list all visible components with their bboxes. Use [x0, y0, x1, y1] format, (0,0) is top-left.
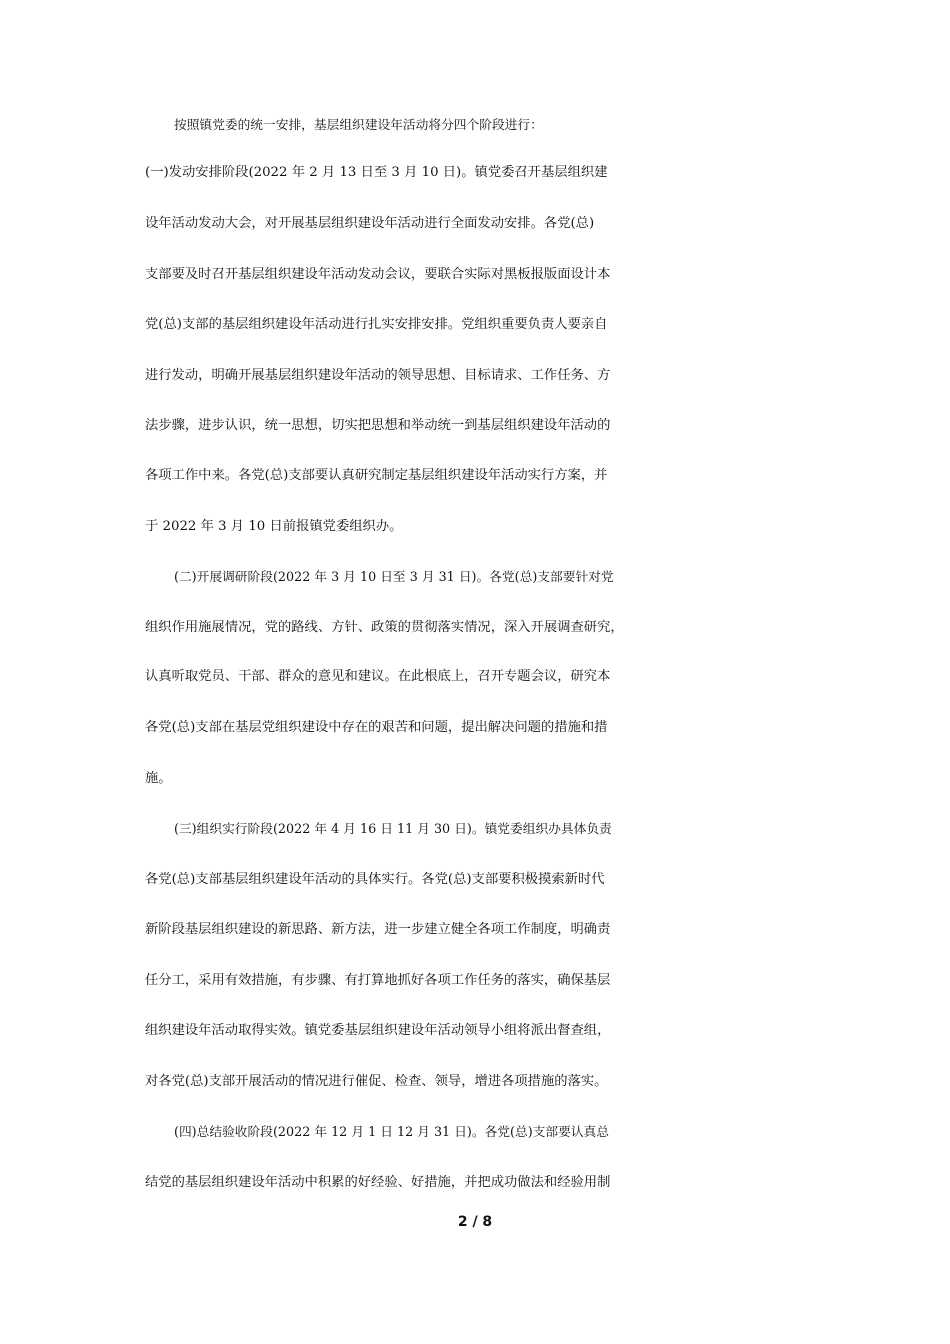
text-line: 任分工，采用有效措施，有步骤、有打算地抓好各项工作任务的落实，确保基层: [145, 973, 611, 988]
text-line: 党(总)支部的基层组织建设年活动进行扎实安排安排。党组织重要负责人要亲自: [145, 317, 608, 332]
text-line: (一)发动安排阶段(2022 年 2 月 13 日至 3 月 10 日)。镇党委召开基层组织建: [145, 165, 608, 180]
text-line: 法步骤，进步认识，统一思想，切实把思想和举动统一到基层组织建设年活动的: [145, 418, 611, 433]
text-line: 新阶段基层组织建设的新思路、新方法，进一步建立健全各项工作制度，明确责: [145, 922, 611, 937]
text-line: (二)开展调研阶段(2022 年 3 月 10 日至 3 月 31 日)。各党(总)支部要针对党: [174, 569, 614, 584]
text-line: (三)组织实行阶段(2022 年 4 月 16 日 11 月 30 日)。镇党委组织办具体负责: [174, 821, 612, 836]
text-line: 各党(总)支部基层组织建设年活动的具体实行。各党(总)支部要积极摸索新时代: [145, 872, 605, 887]
text-line: 认真听取党员、干部、群众的意见和建议。在此根底上，召开专题会议，研究本: [145, 669, 611, 684]
text-line: 设年活动发动大会，对开展基层组织建设年活动进行全面发动安排。各党(总): [145, 216, 595, 231]
page-number: 2 / 8: [457, 1214, 493, 1230]
text-line: 支部要及时召开基层组织建设年活动发动会议，要联合实际对黑板报版面设计本: [145, 267, 611, 282]
text-line: 各项工作中来。各党(总)支部要认真研究制定基层组织建设年活动实行方案，并: [145, 468, 608, 483]
text-line: 各党(总)支部在基层党组织建设中存在的艰苦和问题，提出解决问题的措施和措: [145, 720, 608, 735]
text-line: 施。: [145, 771, 172, 786]
text-line: 结党的基层组织建设年活动中积累的好经验、好措施，并把成功做法和经验用制: [145, 1175, 611, 1190]
text-line: (四)总结验收阶段(2022 年 12 月 1 日 12 月 31 日)。各党(总)支部要认真总: [174, 1124, 609, 1139]
text-line: 按照镇党委的统一安排，基层组织建设年活动将分四个阶段进行：: [174, 117, 543, 132]
text-line: 于 2022 年 3 月 10 日前报镇党委组织办。: [145, 519, 403, 534]
text-line: 组织建设年活动取得实效。镇党委基层组织建设年活动领导小组将派出督查组，: [145, 1023, 611, 1038]
text-line: 进行发动，明确开展基层组织建设年活动的领导思想、目标请求、工作任务、方: [145, 368, 611, 383]
text-line: 对各党(总)支部开展活动的情况进行催促、检查、领导，增进各项措施的落实。: [145, 1074, 608, 1089]
text-line: 组织作用施展情况，党的路线、方针、政策的贯彻落实情况，深入开展调查研究，: [145, 620, 624, 635]
